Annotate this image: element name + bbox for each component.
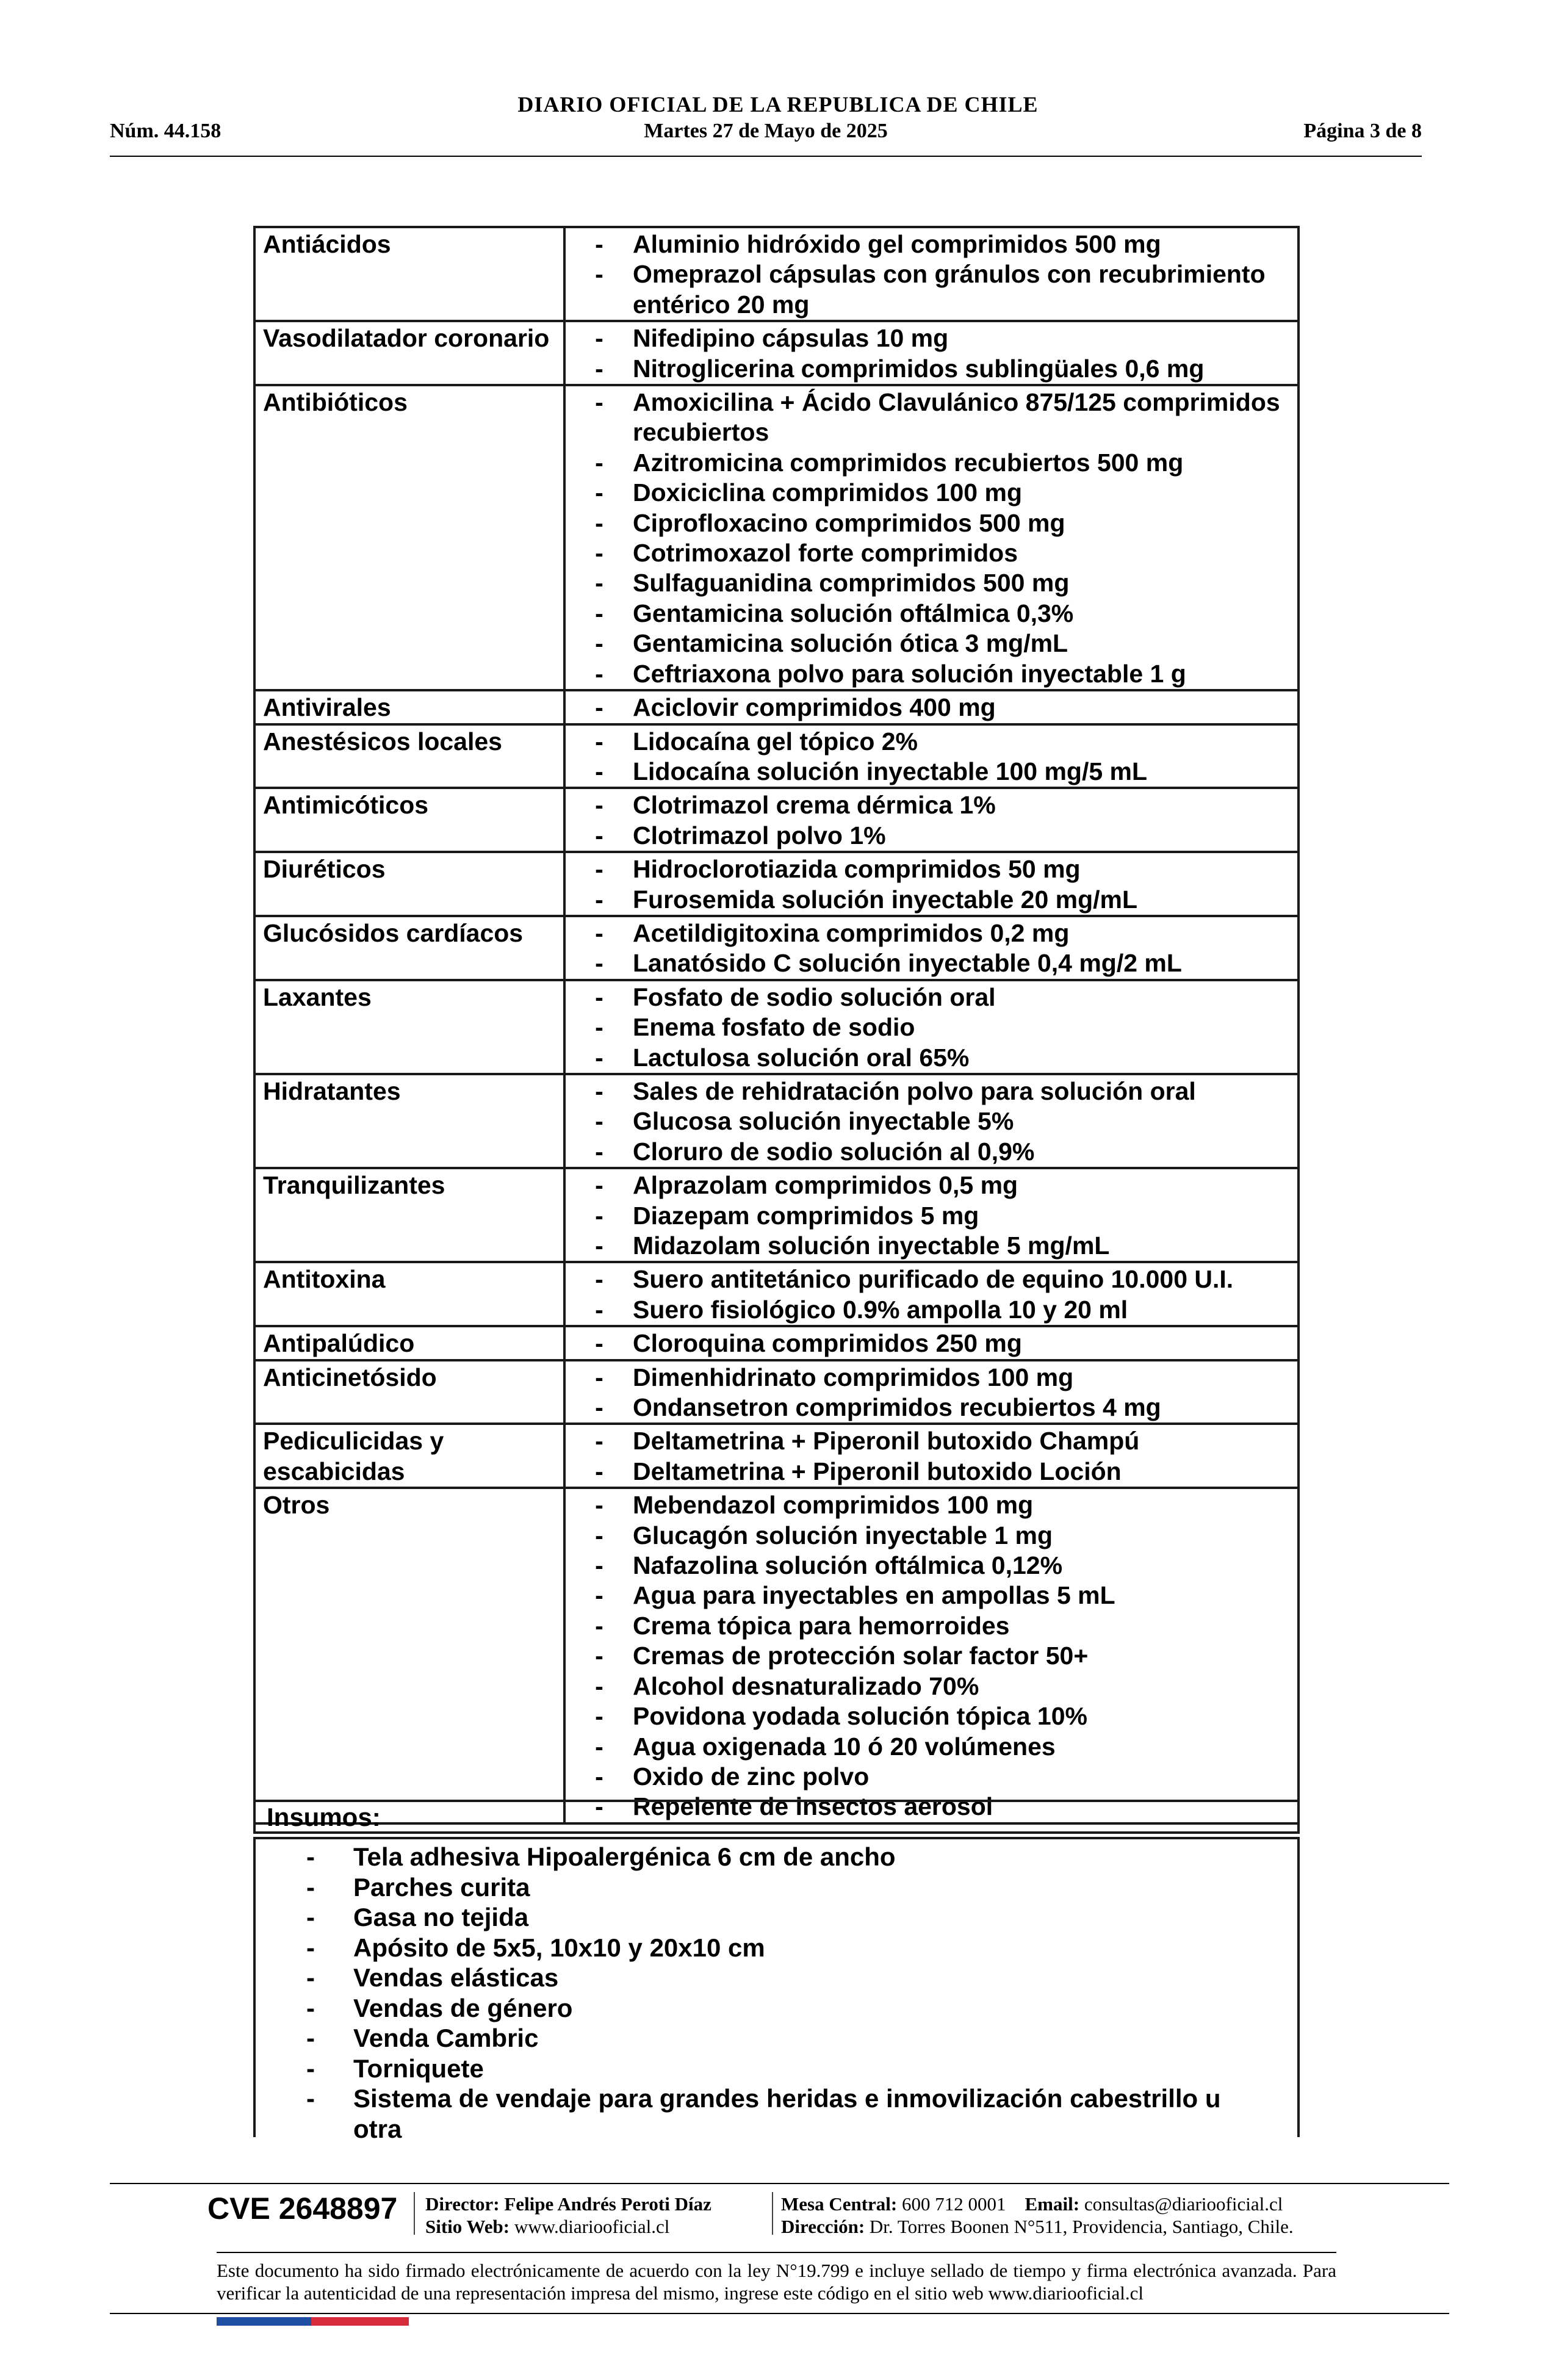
table-row bbox=[254, 916, 1298, 980]
bullet-dash: - bbox=[595, 1171, 603, 1200]
item-text: Oxido de zinc polvo bbox=[633, 1762, 870, 1790]
item-text: Lidocaína gel tópico 2% bbox=[633, 727, 918, 755]
list-item bbox=[256, 2023, 1297, 2054]
bullet-dash: - bbox=[595, 1521, 603, 1549]
category-cell: Vasodilatador coronario bbox=[254, 321, 564, 385]
list-item bbox=[566, 1611, 1290, 1641]
footer-divider-bottom bbox=[110, 2313, 1449, 2314]
list-item bbox=[256, 1902, 1297, 1933]
category-cell: Pediculicidas y escabicidas bbox=[254, 1424, 564, 1488]
list-item bbox=[566, 918, 1290, 948]
item-text: Omeprazol cápsulas con gránulos con recubrimiento entérico 20 mg bbox=[633, 260, 1266, 319]
director-name: Felipe Andrés Peroti Díaz bbox=[504, 2193, 711, 2215]
list-item bbox=[566, 323, 1290, 353]
table-row bbox=[254, 690, 1298, 724]
list-item bbox=[566, 659, 1290, 689]
item-text: Torniquete bbox=[353, 2054, 484, 2083]
item-text: Azitromicina comprimidos recubiertos 500 mg bbox=[633, 448, 1184, 477]
bullet-dash: - bbox=[306, 1933, 315, 1962]
list-item bbox=[256, 2054, 1297, 2084]
item-text: Lactulosa solución oral 65% bbox=[633, 1043, 970, 1072]
items-cell bbox=[564, 385, 1298, 690]
item-text: Glucosa solución inyectable 5% bbox=[633, 1107, 1014, 1136]
list-item bbox=[566, 1551, 1290, 1581]
item-text: Glucagón solución inyectable 1 mg bbox=[633, 1521, 1053, 1549]
item-text: Aciclovir comprimidos 400 mg bbox=[633, 693, 996, 722]
item-text: Fosfato de sodio solución oral bbox=[633, 983, 996, 1011]
items-cell bbox=[564, 852, 1298, 916]
bullet-dash: - bbox=[595, 508, 603, 537]
list-item bbox=[566, 448, 1290, 478]
flag-stripe-red bbox=[311, 2317, 409, 2326]
list-item bbox=[256, 1842, 1297, 1872]
item-text: Tela adhesiva Hipoalergénica 6 cm de ancho bbox=[353, 1842, 896, 1871]
item-text: Nafazolina solución oftálmica 0,12% bbox=[633, 1551, 1063, 1580]
item-text: Deltametrina + Piperonil butoxido Champú bbox=[633, 1427, 1140, 1455]
items-cell bbox=[564, 1360, 1298, 1424]
address-text: Dr. Torres Boonen N°511, Providencia, Santiago, Chile. bbox=[869, 2216, 1294, 2237]
list-item bbox=[256, 1963, 1297, 1993]
item-text: Dimenhidrinato comprimidos 100 mg bbox=[633, 1363, 1074, 1391]
item-text: Ceftriaxona polvo para solución inyectable 1 g bbox=[633, 659, 1186, 688]
category-cell: Tranquilizantes bbox=[254, 1168, 564, 1262]
category-cell: Antivirales bbox=[254, 690, 564, 724]
item-text: Vendas elásticas bbox=[353, 1963, 559, 1992]
header-row bbox=[110, 120, 1422, 150]
footer-divider-middle bbox=[217, 2252, 1336, 2253]
items-cell bbox=[564, 1488, 1298, 1823]
list-item bbox=[566, 1329, 1290, 1358]
item-text: Gasa no tejida bbox=[353, 1903, 529, 1931]
bullet-dash: - bbox=[595, 539, 603, 568]
list-item bbox=[566, 1671, 1290, 1701]
item-text: Hidroclorotiazida comprimidos 50 mg bbox=[633, 855, 1081, 884]
bullet-dash: - bbox=[595, 949, 603, 978]
item-text: Ondansetron comprimidos recubiertos 4 mg bbox=[633, 1393, 1161, 1422]
table-row bbox=[254, 1326, 1298, 1360]
table-row bbox=[254, 227, 1298, 321]
bullet-dash: - bbox=[595, 448, 603, 477]
bullet-dash: - bbox=[595, 1792, 603, 1821]
items-cell bbox=[564, 1168, 1298, 1262]
list-item bbox=[566, 1043, 1290, 1073]
bullet-dash: - bbox=[595, 599, 603, 627]
items-cell bbox=[564, 1262, 1298, 1326]
list-item bbox=[566, 388, 1290, 448]
bullet-dash: - bbox=[595, 1201, 603, 1230]
items-cell bbox=[564, 321, 1298, 385]
bullet-dash: - bbox=[595, 1265, 603, 1294]
bullet-dash: - bbox=[595, 324, 603, 353]
item-text: Cotrimoxazol forte comprimidos bbox=[633, 539, 1018, 568]
list-item bbox=[256, 1933, 1297, 1963]
list-item bbox=[566, 821, 1290, 851]
item-text: Enema fosfato de sodio bbox=[633, 1013, 915, 1042]
list-item bbox=[566, 983, 1290, 1012]
bullet-dash: - bbox=[595, 478, 603, 507]
list-item bbox=[566, 229, 1290, 259]
bullet-dash: - bbox=[595, 1732, 603, 1761]
table-row bbox=[254, 321, 1298, 385]
bullet-dash: - bbox=[595, 260, 603, 289]
item-text: Gentamicina solución oftálmica 0,3% bbox=[633, 599, 1074, 627]
item-text: Cremas de protección solar factor 50+ bbox=[633, 1642, 1089, 1670]
cve-code: CVE 2648897 bbox=[207, 2191, 398, 2226]
list-item bbox=[566, 1106, 1290, 1136]
bullet-dash: - bbox=[595, 791, 603, 820]
item-text: Gentamicina solución ótica 3 mg/mL bbox=[633, 629, 1068, 658]
insumos-list bbox=[253, 1837, 1300, 2143]
legal-notice: Este documento ha sido firmado electrónicamente de acuerdo con la ley N°19.799 e incluye sellado de tiempo y firma electrónica avanzada. Para verificar la autenticidad de una representación impresa del mismo, ingrese este código en el sitio web www.diariooficial.cl bbox=[217, 2260, 1336, 2304]
list-item bbox=[566, 1363, 1290, 1393]
item-text: Suero fisiológico 0.9% ampolla 10 y 20 ml bbox=[633, 1295, 1128, 1324]
item-text: Parches curita bbox=[353, 1872, 530, 1902]
bullet-dash: - bbox=[595, 230, 603, 258]
items-cell bbox=[564, 1424, 1298, 1488]
list-item bbox=[566, 1295, 1290, 1325]
category-cell: Anticinetósido bbox=[254, 1360, 564, 1424]
bullet-dash: - bbox=[595, 659, 603, 688]
bullet-dash: - bbox=[595, 1043, 603, 1072]
list-item bbox=[566, 599, 1290, 629]
list-item bbox=[566, 568, 1290, 598]
list-item bbox=[566, 1732, 1290, 1762]
publication-title: DIARIO OFICIAL DE LA REPUBLICA DE CHILE bbox=[517, 92, 1039, 117]
list-item bbox=[566, 259, 1290, 320]
table-row bbox=[254, 788, 1298, 852]
item-text: Suero antitetánico purificado de equino 10.000 U.I. bbox=[633, 1265, 1234, 1294]
bullet-dash: - bbox=[595, 1457, 603, 1485]
category-cell: Laxantes bbox=[254, 980, 564, 1074]
bullet-dash: - bbox=[306, 1842, 315, 1871]
table-row bbox=[254, 385, 1298, 690]
list-item bbox=[566, 508, 1290, 538]
list-item bbox=[566, 1137, 1290, 1167]
table-row bbox=[254, 1168, 1298, 1262]
page-number: Página 3 de 8 bbox=[1303, 120, 1422, 142]
bullet-dash: - bbox=[595, 1363, 603, 1391]
bullet-dash: - bbox=[595, 1013, 603, 1042]
bullet-dash: - bbox=[595, 1642, 603, 1670]
item-text: Venda Cambric bbox=[353, 2024, 539, 2052]
list-item bbox=[566, 1231, 1290, 1261]
category-cell: Antibióticos bbox=[254, 385, 564, 690]
item-text: Alprazolam comprimidos 0,5 mg bbox=[633, 1171, 1018, 1200]
table-row bbox=[254, 1424, 1298, 1488]
item-text: Nifedipino cápsulas 10 mg bbox=[633, 324, 949, 353]
bullet-dash: - bbox=[595, 629, 603, 658]
list-item bbox=[566, 478, 1290, 508]
category-cell: Diuréticos bbox=[254, 852, 564, 916]
list-item bbox=[566, 1762, 1290, 1792]
list-item bbox=[256, 1993, 1297, 2024]
medication-table-body bbox=[254, 227, 1298, 1823]
item-text: Crema tópica para hemorroides bbox=[633, 1611, 1010, 1640]
list-item bbox=[566, 885, 1290, 915]
item-text: Agua para inyectables en ampollas 5 mL bbox=[633, 1581, 1115, 1610]
items-cell bbox=[564, 916, 1298, 980]
bullet-dash: - bbox=[595, 1076, 603, 1105]
items-cell bbox=[564, 788, 1298, 852]
list-item bbox=[566, 1641, 1290, 1671]
bullet-dash: - bbox=[595, 1581, 603, 1610]
email-link[interactable]: consultas@diariooficial.cl bbox=[1084, 2193, 1283, 2215]
list-item bbox=[566, 948, 1290, 978]
category-cell: Antimicóticos bbox=[254, 788, 564, 852]
bullet-dash: - bbox=[306, 1963, 315, 1992]
header-divider bbox=[110, 156, 1422, 157]
site-label: Sitio Web: bbox=[425, 2216, 510, 2237]
list-item bbox=[566, 1170, 1290, 1200]
bullet-dash: - bbox=[595, 693, 603, 722]
item-text: Agua oxigenada 10 ó 20 volúmenes bbox=[633, 1732, 1056, 1761]
bullet-dash: - bbox=[595, 1107, 603, 1136]
bullet-dash: - bbox=[595, 727, 603, 755]
list-item bbox=[566, 1426, 1290, 1456]
bullet-dash: - bbox=[595, 1329, 603, 1358]
items-cell bbox=[564, 1074, 1298, 1168]
bullet-dash: - bbox=[595, 918, 603, 947]
item-text: Lidocaína solución inyectable 100 mg/5 mL bbox=[633, 757, 1148, 785]
items-cell bbox=[564, 724, 1298, 788]
table-row bbox=[254, 980, 1298, 1074]
item-text: Clotrimazol crema dérmica 1% bbox=[633, 791, 996, 820]
item-text: Clotrimazol polvo 1% bbox=[633, 821, 886, 849]
item-text: Deltametrina + Piperonil butoxido Loción bbox=[633, 1457, 1122, 1485]
item-text: Nitroglicerina comprimidos sublingüales 0,6 mg bbox=[633, 354, 1205, 383]
table-row bbox=[254, 1360, 1298, 1424]
bullet-dash: - bbox=[595, 1427, 603, 1455]
bullet-dash: - bbox=[595, 1702, 603, 1731]
bullet-dash: - bbox=[595, 1231, 603, 1260]
bullet-dash: - bbox=[595, 855, 603, 884]
bullet-dash: - bbox=[306, 2054, 315, 2083]
list-item bbox=[566, 1490, 1290, 1520]
item-text: Vendas de género bbox=[353, 1993, 573, 2022]
list-item bbox=[566, 1012, 1290, 1042]
item-text: Sistema de vendaje para grandes heridas e inmovilización cabestrillo u otra bbox=[353, 2084, 1221, 2143]
list-item bbox=[566, 1076, 1290, 1106]
item-text: Midazolam solución inyectable 5 mg/mL bbox=[633, 1231, 1110, 1260]
bullet-dash: - bbox=[595, 983, 603, 1011]
item-text: Cloroquina comprimidos 250 mg bbox=[633, 1329, 1022, 1358]
footer-contact-block bbox=[781, 2193, 1294, 2238]
item-text: Ciprofloxacino comprimidos 500 mg bbox=[633, 508, 1065, 537]
list-item bbox=[566, 1457, 1290, 1487]
list-item bbox=[566, 354, 1290, 384]
bullet-dash: - bbox=[306, 1903, 315, 1931]
footer-separator bbox=[414, 2192, 415, 2235]
bullet-dash: - bbox=[595, 1295, 603, 1324]
bullet-dash: - bbox=[595, 1611, 603, 1640]
category-cell: Otros bbox=[254, 1488, 564, 1823]
items-cell bbox=[564, 980, 1298, 1074]
list-item bbox=[566, 757, 1290, 787]
list-item bbox=[566, 727, 1290, 757]
bullet-dash: - bbox=[595, 885, 603, 914]
item-text: Cloruro de sodio solución al 0,9% bbox=[633, 1137, 1035, 1166]
address-label: Dirección: bbox=[781, 2216, 865, 2237]
bullet-dash: - bbox=[595, 354, 603, 383]
item-text: Doxiciclina comprimidos 100 mg bbox=[633, 478, 1022, 507]
list-item bbox=[566, 1264, 1290, 1294]
item-text: Sulfaguanidina comprimidos 500 mg bbox=[633, 569, 1070, 597]
category-cell: Hidratantes bbox=[254, 1074, 564, 1168]
bullet-dash: - bbox=[595, 821, 603, 849]
list-item bbox=[566, 1201, 1290, 1231]
bullet-dash: - bbox=[595, 388, 603, 417]
items-cell bbox=[564, 690, 1298, 724]
list-item bbox=[256, 2083, 1297, 2144]
email-label: Email: bbox=[1025, 2193, 1080, 2215]
bullet-dash: - bbox=[595, 757, 603, 785]
item-text: Mebendazol comprimidos 100 mg bbox=[633, 1491, 1034, 1520]
bullet-dash: - bbox=[595, 1491, 603, 1520]
list-item bbox=[566, 629, 1290, 658]
bullet-dash: - bbox=[306, 2084, 315, 2113]
site-link[interactable]: www.diariooficial.cl bbox=[514, 2216, 670, 2237]
list-item bbox=[566, 538, 1290, 568]
issue-number: Núm. 44.158 bbox=[110, 120, 222, 142]
items-cell bbox=[564, 1326, 1298, 1360]
list-item bbox=[566, 790, 1290, 820]
bullet-dash: - bbox=[595, 1762, 603, 1790]
item-text: Alcohol desnaturalizado 70% bbox=[633, 1671, 979, 1700]
table-row bbox=[254, 852, 1298, 916]
list-item bbox=[566, 854, 1290, 884]
category-cell: Antiácidos bbox=[254, 227, 564, 321]
item-text: Sales de rehidratación polvo para solución oral bbox=[633, 1076, 1196, 1105]
bullet-dash: - bbox=[595, 569, 603, 597]
item-text: Furosemida solución inyectable 20 mg/mL bbox=[633, 885, 1138, 914]
medication-table bbox=[253, 226, 1300, 1825]
bullet-dash: - bbox=[595, 1393, 603, 1422]
category-cell: Glucósidos cardíacos bbox=[254, 916, 564, 980]
item-text: Acetildigitoxina comprimidos 0,2 mg bbox=[633, 918, 1070, 947]
item-text: Amoxicilina + Ácido Clavulánico 875/125 comprimidos recubiertos bbox=[633, 388, 1280, 447]
category-cell: Antipalúdico bbox=[254, 1326, 564, 1360]
item-text: Repelente de insectos aerosol bbox=[633, 1792, 993, 1821]
list-item bbox=[566, 693, 1290, 723]
issue-date: Martes 27 de Mayo de 2025 bbox=[644, 120, 888, 142]
list-item bbox=[256, 1872, 1297, 1903]
item-text: Povidona yodada solución tópica 10% bbox=[633, 1702, 1087, 1731]
item-text: Apósito de 5x5, 10x10 y 20x10 cm bbox=[353, 1933, 765, 1962]
category-cell: Anestésicos locales bbox=[254, 724, 564, 788]
director-label: Director: bbox=[425, 2193, 500, 2215]
bullet-dash: - bbox=[306, 1993, 315, 2022]
category-cell: Antitoxina bbox=[254, 1262, 564, 1326]
footer-divider-top bbox=[110, 2183, 1449, 2184]
bullet-dash: - bbox=[306, 2024, 315, 2052]
table-row bbox=[254, 1262, 1298, 1326]
bullet-dash: - bbox=[595, 1671, 603, 1700]
list-item bbox=[566, 1521, 1290, 1551]
list-item bbox=[566, 1393, 1290, 1423]
table-row bbox=[254, 1488, 1298, 1823]
table-row bbox=[254, 1074, 1298, 1168]
list-item bbox=[566, 1701, 1290, 1731]
insumos-heading: Insumos: bbox=[253, 1800, 1300, 1834]
table-row bbox=[254, 724, 1298, 788]
list-item bbox=[566, 1581, 1290, 1610]
mesa-label: Mesa Central: bbox=[781, 2193, 898, 2215]
mesa-phone: 600 712 0001 bbox=[902, 2193, 1006, 2215]
footer-separator bbox=[772, 2192, 773, 2235]
items-cell bbox=[564, 227, 1298, 321]
item-text: Aluminio hidróxido gel comprimidos 500 mg bbox=[633, 230, 1161, 258]
bullet-dash: - bbox=[306, 1872, 315, 1902]
bullet-dash: - bbox=[595, 1551, 603, 1580]
bullet-dash: - bbox=[595, 1137, 603, 1166]
item-text: Diazepam comprimidos 5 mg bbox=[633, 1201, 979, 1230]
item-text: Lanatósido C solución inyectable 0,4 mg/2 mL bbox=[633, 949, 1182, 978]
footer-director-block bbox=[425, 2193, 711, 2238]
flag-stripe-blue bbox=[217, 2317, 311, 2326]
